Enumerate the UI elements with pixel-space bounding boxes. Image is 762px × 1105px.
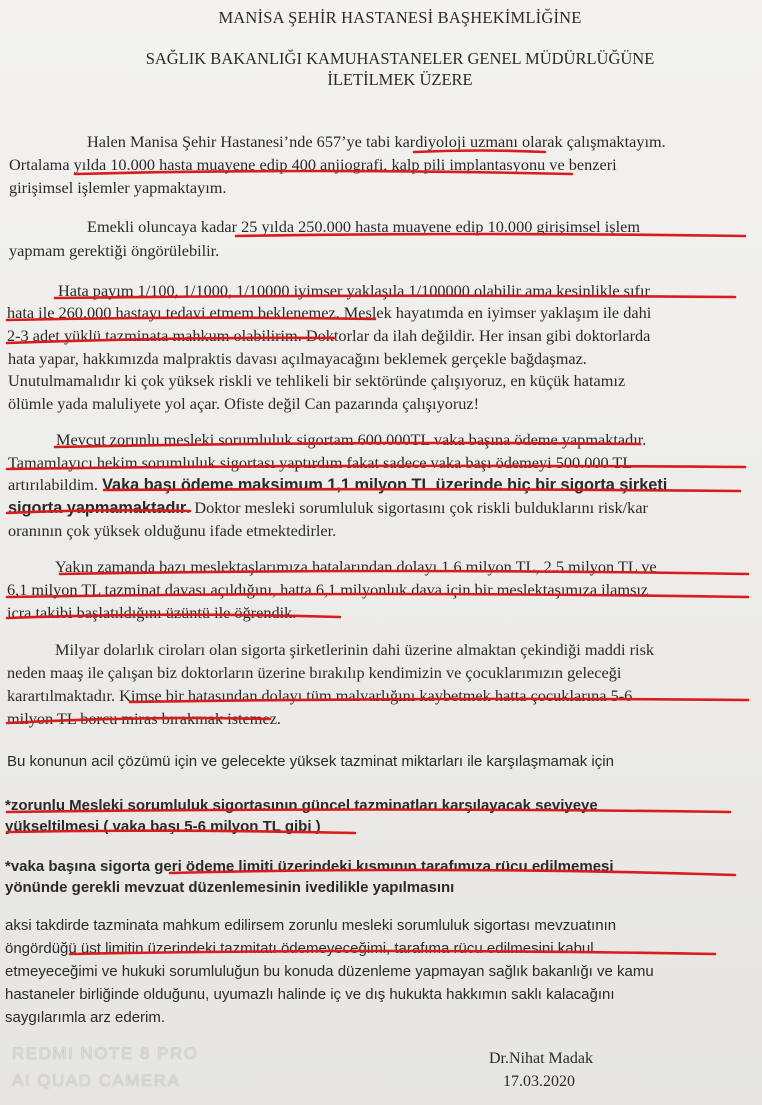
body-line: Ortalama yılda 10.000 hasta muayene edip 400 anjiografi, kalp pili implantasyonu ve benzeri xyxy=(9,155,617,174)
emphasized-text: sigorta yapmamaktadır xyxy=(8,499,187,517)
signature-name: Dr.Nihat Madak xyxy=(489,1050,593,1067)
body-line: Halen Manisa Şehir Hastanesi’nde 657’ye tabi kardiyoloji uzmanı olarak çalışmaktayım. xyxy=(87,132,666,151)
body-line: Emekli oluncaya kadar 25 yılda 250.000 hasta muayene edip 10.000 girişimsel işlem xyxy=(87,217,640,236)
body-line: hata yapar, hakkımızda malpraktis davası açılmayacağını beklemek gerçekle bağdaşmaz. xyxy=(8,349,587,368)
body-line: Yakın zamanda bazı meslektaşlarımıza hatalarından dolayı 1.6 milyon TL, 2.5 milyon TL ve xyxy=(55,557,657,576)
request-line: yükseltilmesi ( vaka başı 5-6 milyon TL gibi ) xyxy=(5,818,321,835)
body-line: Bu konunun acil çözümü için ve gelecekte yüksek tazminat miktarları ile karşılaşmamak için xyxy=(7,753,614,770)
body-line: Milyar dolarlık ciroları olan sigorta şirketlerinin dahi üzerine almaktan çekindiği maddi risk xyxy=(55,640,655,659)
subtitle-line-1: SAĞLIK BAKANLIĞI KAMUHASTANELER GENEL MÜDÜRLÜĞÜNE xyxy=(145,49,655,68)
body-line: saygılarımla arz ederim. xyxy=(5,1009,166,1026)
request-line: *vaka başına sigorta geri ödeme limiti üzerindeki kısmının tarafımıza rücu edilmemesi xyxy=(5,858,614,875)
document-title: MANİSA ŞEHİR HASTANESİ BAŞHEKİMLİĞİNE xyxy=(218,8,582,27)
request-line: yönünde gerekli mevzuat düzenlemesinin ivedilikle yapılmasını xyxy=(5,879,455,896)
body-line: Unutulmamalıdır ki çok yüksek riskli ve tehlikeli bir sektöründe çalışıyoruz, en küçük hatamız xyxy=(8,371,626,390)
camera-watermark-line-1: REDMI NOTE 8 PRO xyxy=(12,1044,199,1063)
body-line: Tamamlayıcı hekim sorumluluk sigortası yaptırdım fakat sadece vaka başı ödemeyi 500.000 TL xyxy=(8,453,633,472)
body-line xyxy=(8,474,667,496)
body-line: karartılmaktadır. Kimse bir hatasından dolayı tüm malvarlığını kaybetmek hatta çocuklarına 5-6 xyxy=(7,686,633,705)
body-line: oranının çok yüksek olduğunu ifade etmektedirler. xyxy=(8,521,337,540)
signature-date: 17.03.2020 xyxy=(503,1073,575,1090)
body-line: neden maaş ile çalışan biz doktorların üzerine bırakılıp kendimizin ve çocuklarımızın geleceği xyxy=(7,663,622,682)
body-line: hastaneler birliğinde olduğunu, uyumazlı halinde iç ve dış hukukta hakkımın saklı kalacağını xyxy=(5,986,615,1003)
body-line: 6,1 milyon TL tazminat davası açıldığını, hatta 6,1 milyonluk dava için bir meslektaşımıza ilamsız xyxy=(7,580,649,599)
body-line: yapmam gerektiği öngörülebilir. xyxy=(9,241,220,260)
body-line: etmeyeceğimi ve hukuki sorumluluğun bu konuda düzenleme yapmayan sağlık bakanlığı ve kamu xyxy=(5,963,654,980)
request-line: *zorunlu Mesleki sorumluluk sigortasının güncel tazminatları karşılayacak seviyeye xyxy=(5,797,598,814)
body-line: öngördüğü üst limitin üzerindeki tazmitatı ödemeyeceğimi, tarafıma rücu edilmesini kabul xyxy=(5,940,594,957)
document-subtitle xyxy=(0,48,762,90)
body-line: aksi takdirde tazminata mahkum edilirsem zorunlu mesleki sorumluluk sigortası mevzuatının xyxy=(5,917,617,934)
camera-watermark-line-2: AI QUAD CAMERA xyxy=(12,1071,181,1090)
body-text: . Doktor mesleki sorumluluk sigortasını çok riskli bulduklarını risk/kar xyxy=(186,498,648,517)
body-line: milyon TL borcu miras bırakmak istemez. xyxy=(7,709,281,728)
body-line: icra takibi başlatıldığını üzüntü ile öğrendik. xyxy=(7,603,297,622)
body-line xyxy=(8,497,648,519)
body-line: 2-3 adet yüklü tazminata mahkum olabilirim. Doktorlar da ilah değildir. Her insan gibi doktorlarda xyxy=(7,326,651,345)
emphasized-text: Vaka başı ödeme maksimum 1,1 milyon TL üzerinde hiç bir sigorta şirketi xyxy=(102,476,668,494)
body-line: ölümle yada maluliyete yol açar. Ofiste değil Can pazarında çalışıyoruz! xyxy=(8,394,480,413)
body-line: hata ile 260.000 hastayı tedavi etmem beklenemez. Meslek hayatımda en iyimser yaklaşım ile dahi xyxy=(7,303,652,322)
subtitle-line-2: İLETİLMEK ÜZERE xyxy=(327,70,473,89)
body-line: Hata payım 1/100, 1/1000, 1/10000 iyimser yaklaşıla 1/100000 olabilir ama kesinlikle sıfır xyxy=(58,281,650,300)
body-line: girişimsel işlemler yapmaktayım. xyxy=(9,178,227,197)
body-text: artırılabildim. xyxy=(8,475,98,494)
body-line: Mevcut zorunlu mesleki sorumluluk sigortam 600.000TL vaka başına ödeme yapmaktadır. xyxy=(56,430,647,449)
